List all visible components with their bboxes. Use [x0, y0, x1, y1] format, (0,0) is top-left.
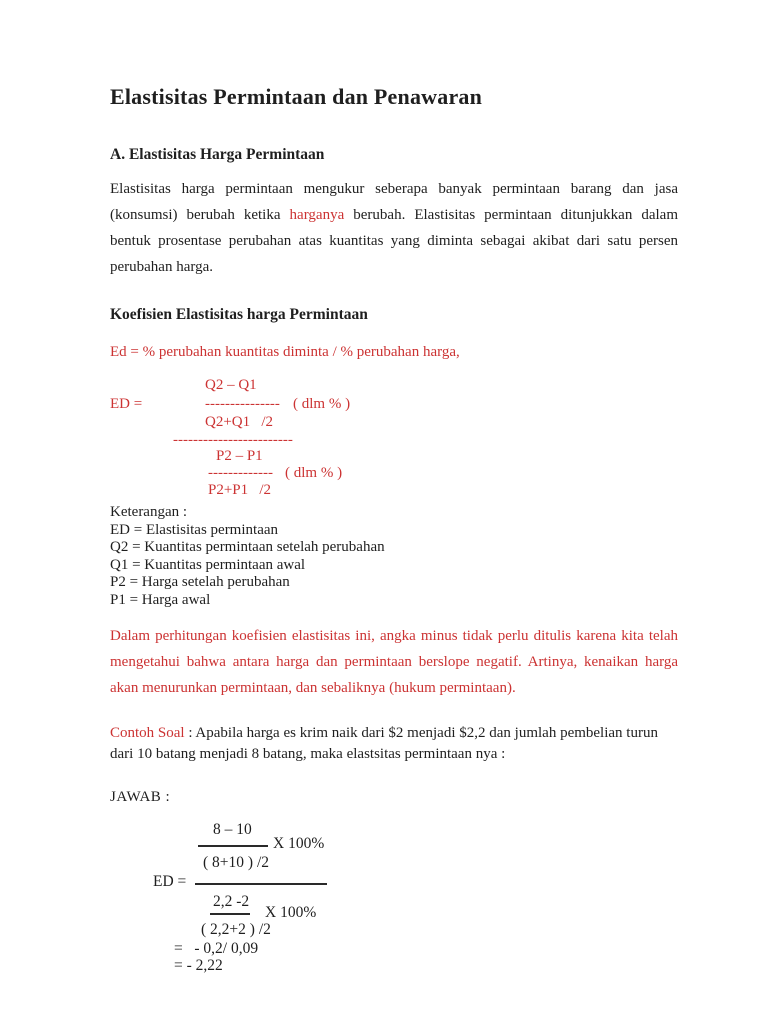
jawab-label: JAWAB :: [110, 789, 171, 805]
ed-formula-denominator-top: P2 – P1: [216, 448, 263, 464]
intro-text-before: Elastisitas harga permintaan mengukur seberapa banyak permintaan barang dan jasa (konsumsi) berubah ketika: [110, 181, 678, 223]
ed-formula-ed-label: ED =: [110, 396, 143, 412]
ed-formula-dlm-2: ( dlm % ): [285, 465, 343, 481]
jawab-ed-label: ED =: [153, 873, 187, 890]
ed-formula-num-divider: ---------------: [205, 396, 280, 412]
document-title: Elastisitas Permintaan dan Penawaran: [110, 84, 483, 109]
contoh-soal-paragraph: [110, 723, 670, 765]
keterangan-item-p1: P1 = Harga awal: [110, 591, 211, 608]
jawab-formula: [110, 822, 678, 977]
jawab-denominator-bar: [210, 913, 250, 915]
ed-formula-dlm-1: ( dlm % ): [293, 396, 351, 412]
ed-formula: [110, 377, 678, 499]
jawab-numerator-bar: [198, 845, 268, 847]
ed-formula-denominator-bottom: P2+P1 /2: [208, 482, 272, 498]
jawab-x100-second: X 100%: [265, 904, 317, 921]
keterangan-label: Keterangan :: [110, 504, 188, 520]
note-paragraph: Dalam perhitungan koefisien elastisitas ini, angka minus tidak perlu ditulis karena kita telah mengetahui bahwa antara harga dan permintaan berslope negatif. Artinya, kenaikan harga akan menurunkan permintaan, dan sebaliknya (hukum permintaan).: [110, 628, 678, 696]
contoh-soal-label: Contoh Soal: [110, 725, 185, 741]
section-a-heading: A. Elastisitas Harga Permintaan: [110, 146, 325, 163]
intro-paragraph: [110, 176, 678, 280]
jawab-denominator-top: 2,2 -2: [213, 893, 250, 910]
jawab-denominator-bottom: ( 2,2+2 ) /2: [201, 921, 271, 938]
ed-formula-main-divider: ------------------------: [173, 432, 293, 448]
keterangan-item-p2: P2 = Harga setelah perubahan: [110, 574, 290, 590]
jawab-numerator-bottom: ( 8+10 ) /2: [203, 854, 269, 871]
jawab-result-line-2: = - 2,22: [174, 957, 223, 974]
intro-text-after: berubah. Elastisitas permintaan ditunjukkan dalam bentuk prosentase perubahan atas kuantitas yang diminta sebagai akibat dari satu persen perubahan harga.: [110, 207, 679, 275]
keterangan-item-q2: Q2 = Kuantitas permintaan setelah perubahan: [110, 539, 385, 555]
koefisien-heading: Koefisien Elastisitas harga Permintaan: [110, 306, 368, 323]
jawab-numerator-top: 8 – 10: [213, 821, 252, 838]
ed-formula-den-divider: -------------: [208, 465, 273, 481]
highlight-word: harganya: [289, 207, 345, 223]
keterangan-block: [110, 504, 678, 609]
jawab-main-bar: [195, 883, 327, 885]
keterangan-item-q1: Q1 = Kuantitas permintaan awal: [110, 556, 306, 573]
keterangan-item-ed: ED = Elastisitas permintaan: [110, 521, 279, 538]
ed-formula-numerator-bottom: Q2+Q1 /2: [205, 414, 274, 430]
jawab-result-line-1: = - 0,2/ 0,09: [174, 940, 259, 957]
ed-formula-numerator-top: Q2 – Q1: [205, 377, 257, 393]
jawab-x100-first: X 100%: [273, 835, 325, 852]
ed-definition-line: Ed = % perubahan kuantitas diminta / % perubahan harga,: [110, 344, 460, 360]
document-content: [110, 0, 678, 977]
contoh-soal-text: : Apabila harga es krim naik dari $2 menjadi $2,2 dan jumlah pembelian turun dari 10 batang menjadi 8 batang, maka elastsitas permintaan nya :: [110, 725, 658, 762]
